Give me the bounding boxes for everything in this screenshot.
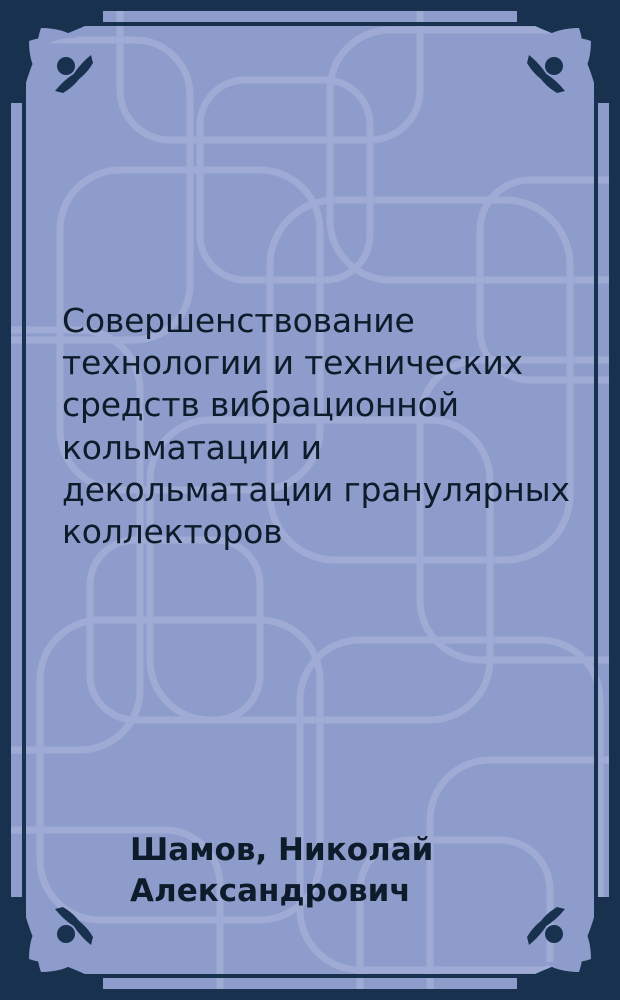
document-title: Совершенствование технологии и технических средств вибрационной кольматации и декольматации гранулярных коллекторов — [62, 301, 570, 552]
document-author: Шамов, Николай Александрович — [130, 832, 434, 909]
cover-content — [40, 0, 580, 1000]
